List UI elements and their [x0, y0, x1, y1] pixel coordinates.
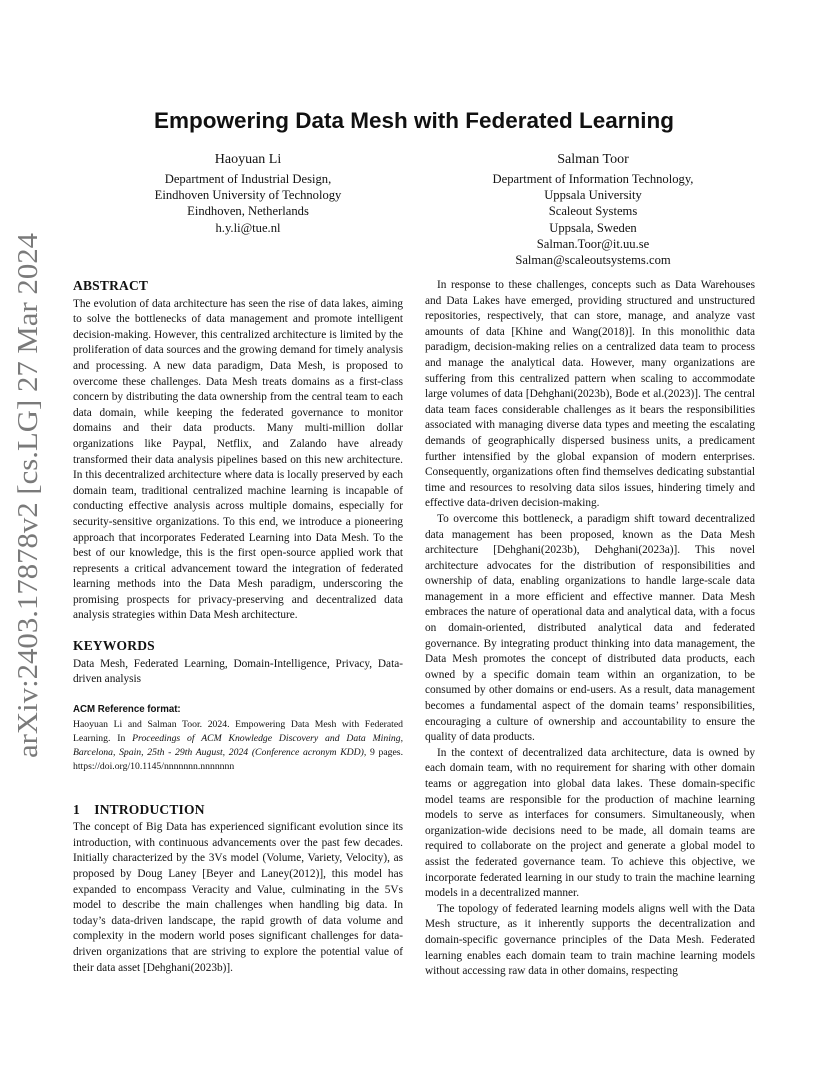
- introduction-paragraph: The topology of federated learning models aligns well with the Data Mesh structure, as it inherently supports the decentralization and domain-specific governance principles of the Data Mesh. Federated learning enables each domain team to train machine learning models without accessing raw data in other domains, respecting: [425, 902, 755, 978]
- acm-reference-authors: Haoyuan Li and Salman Toor. 2024. Empowering Data Mesh with Federated Learning. In: [73, 719, 403, 745]
- right-column: [425, 278, 755, 980]
- introduction-heading: 1 INTRODUCTION: [73, 801, 205, 817]
- author-affiliation-line: Department of Information Technology,: [492, 172, 694, 186]
- author-affiliation-line: Uppsala, Sweden: [549, 220, 637, 235]
- left-column: [73, 278, 403, 976]
- arxiv-identifier-stamp: [6, 230, 46, 760]
- author-affiliation-line: Eindhoven, Netherlands: [187, 204, 309, 219]
- author-name: Salman Toor: [557, 152, 629, 167]
- keywords-section: [73, 638, 403, 688]
- keywords-text: Data Mesh, Federated Learning, Domain-Intelligence, Privacy, Data-driven analysis: [73, 657, 403, 686]
- author-block: [448, 150, 738, 268]
- author-affiliation-line: Scaleout Systems: [548, 204, 638, 219]
- abstract-heading: ABSTRACT: [73, 278, 149, 293]
- introduction-paragraph: In response to these challenges, concepts such as Data Warehouses and Data Lakes have emerged, providing structured and unstructured repositories, respectively, that can store, manage, and analyze vast amounts of data [Khine and Wang(2018)]. In this monolithic data paradigm, decision-making relies on a centralized data team to process and manage the analytical data. However, many organizations are suffering from this centralized pattern when scaling to accommodate large volumes of data [Dehghani(2023b), Bode et al.(2023)]. The central data team faces considerable challenges as it bears the responsibilities associated with managing diverse data types and meeting the escalating demands of geographically dispersed business units, a predicament further intensified by the global expansion of modern enterprises. Consequently, organizations often find themselves dedicating substantial time and resources to resolving data silos issues, hindering timely and effective data-driven decision-making.: [425, 279, 755, 510]
- introduction-paragraph: The concept of Big Data has experienced significant evolution since its introduction, with continuous advancements over the past few decades. Initially characterized by the 3Vs model (Volume, Variety, Velocity), as proposed by Doug Laney [Beyer and Laney(2012)], this model has expanded to encompass Veracity and Value, culminating in the 5Vs model to describe the main challenges when handling big data. In today’s data-driven landscape, the rapid growth of data volume and complexity in the modern world poses significant challenges for data-driven organizations that are striving to explore the potential value of their data asset [Dehghani(2023b)].: [73, 821, 403, 974]
- author-affiliation-line: Department of Industrial Design,: [164, 172, 332, 186]
- abstract-text: The evolution of data architecture has seen the rise of data lakes, aiming to solve the bottlenecks of data management and promote intelligent decision-making. However, this centralized architecture is limited by the proliferation of data sources and the growing demand for timely analysis and processing. A new data paradigm, Data Mesh, is proposed to overcome these challenges. Data Mesh treats domains as a first-class concern by distributing the data ownership from the central team to each data domain, while keeping the federated governance to monitor domains and their data products. Many multi-million dollar organizations like Paypal, Netflix, and Zalando have already transformed their data analysis pipelines based on this new architecture. In this decentralized architecture where data is locally preserved by each domain team, traditional centralized machine learning is incapable of conducting effective analysis across multiple domains, especially for security-sensitive organizations. To this end, we introduce a pioneering approach that incorporates Federated Learning into Data Mesh. To the best of our knowledge, this is the first open-source applied work that represents a critical advancement toward the integration of federated learning methods into the Data Mesh paradigm, underscoring the promising prospects for privacy-preserving and decentralized data analysis strategies within Data Mesh architecture.: [73, 297, 403, 622]
- acm-reference-heading: ACM Reference format:: [73, 703, 181, 715]
- acm-reference-text: [73, 718, 403, 773]
- introduction-paragraph: To overcome this bottleneck, a paradigm shift toward decentralized data management has been proposed, known as the Data Mesh architecture [Dehghani(2023b), Dehghani(2023a)]. This novel architecture advocates for the distribution of responsibilities and ownership of data, enabling organizations to handle large-scale data management in a more efficient and effective manner. Data Mesh embraces the nature of operational data and analytical data, with a focus on domain-oriented, distributed analytical data and federated governance. By integrating product thinking into data management, the Data Mesh promotes the concept of distributed data products, each owned by a specific domain team within an organization, to be consumed by other domains or end-users. As a result, data management becomes a fundamental aspect of the domain teams’ responsibilities, encouraging a culture of ownership and accountability to ensure the quality of data products.: [425, 512, 755, 744]
- introduction-paragraph: In the context of decentralized data architecture, data is owned by each domain team, with no requirement for sharing with other domain teams or aggregation into global data lakes. These domain-specific model teams are responsible for the production of machine learning models to serve as interfaces for consumers. Simultaneously, when organization-wide decisions need to be made, all domain teams are required to collaborate on the project and generate a global model to assist the federated governance team. To achieve this objective, we incorporate federated learning in our study to train the machine learning models in a decentralized manner.: [425, 746, 755, 900]
- acm-reference-doi: 9 pages. https://doi.org/10.1145/nnnnnnn.nnnnnnn: [73, 747, 403, 772]
- acm-reference-venue: Proceedings of ACM Knowledge Discovery and Data Mining, Barcelona, Spain, 25th - 29th August, 2024 (Conference acronym KDD),: [73, 733, 403, 759]
- abstract-section: [73, 278, 403, 624]
- author-name: Haoyuan Li: [214, 152, 282, 167]
- keywords-heading: KEYWORDS: [73, 638, 155, 654]
- arxiv-identifier: arXiv:2403.17878v2 [cs.LG] 27 Mar 2024: [12, 263, 44, 758]
- paper-title: Empowering Data Mesh with Federated Learning: [153, 108, 675, 133]
- author-affiliation-line: Uppsala University: [544, 188, 642, 203]
- author-block: [108, 150, 388, 236]
- author-email: h.y.li@tue.nl: [215, 220, 281, 235]
- acm-reference-section: [73, 702, 403, 774]
- author-email: Salman.Toor@it.uu.se: [536, 236, 650, 251]
- author-email: Salman@scaleoutsystems.com: [515, 253, 671, 268]
- author-affiliation-line: Eindhoven University of Technology: [154, 188, 342, 203]
